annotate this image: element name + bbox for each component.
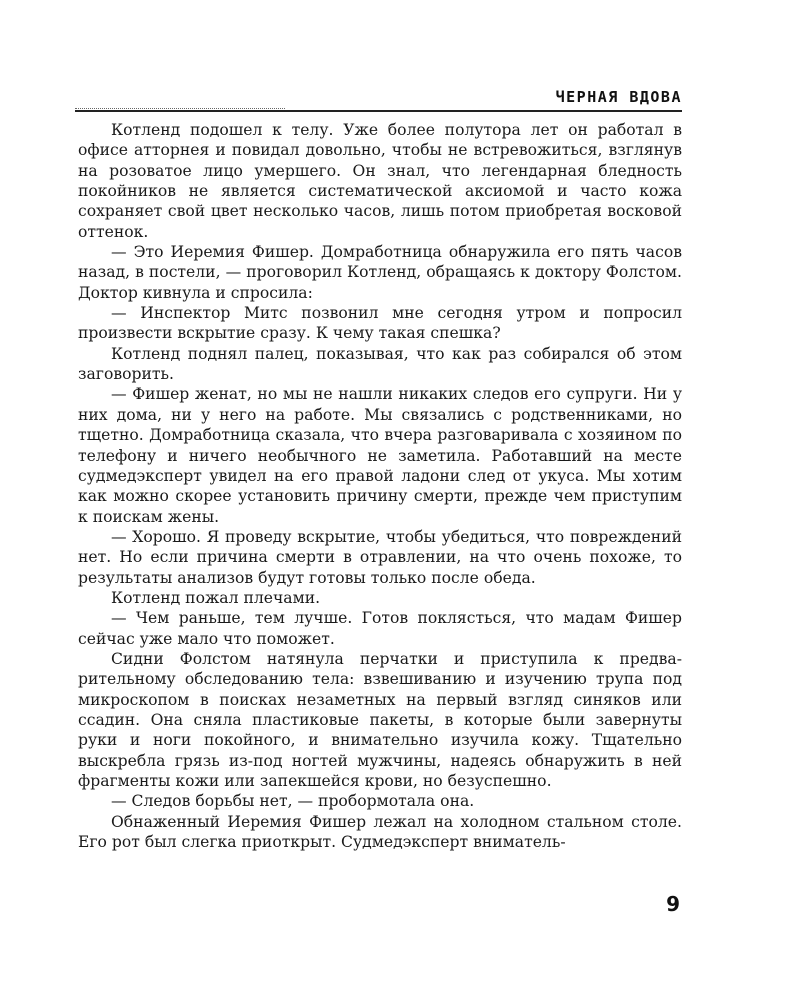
header-rule [75, 110, 682, 112]
page-number: 9 [666, 892, 680, 916]
running-header-title: ЧЕРНАЯ ВДОВА [555, 88, 682, 106]
running-header [75, 88, 682, 108]
paragraph: — Это Иеремия Фишер. Домработница обнаружила его пять часов назад, в постели, — проговорил Котленд, обращаясь к доктору Фолстом. Доктор кивнула и спросила: [78, 243, 682, 302]
paragraph: Обнаженный Иеремия Фишер лежал на холодном стальном столе. Его рот был слегка приоткрыт. Судмедэксперт вниматель- [78, 812, 682, 852]
paragraph: Котленд поднял палец, показывая, что как раз собирался об этом заговорить. [78, 344, 682, 384]
paragraph: — Хорошо. Я проведу вскрытие, чтобы убедиться, что повреждений нет. Но если причина смерти в отравлении, на что очень похоже, то результаты анализов будут готовы только после обеда. [78, 527, 682, 587]
paragraph: — Инспектор Митс позвонил мне сегодня утром и попросил произвести вскрытие сразу. К чему такая спешка? [78, 304, 682, 343]
paragraph: — Чем раньше, тем лучше. Готов поклясться, что мадам Фишер сейчас уже мало что поможет. [78, 609, 682, 648]
paragraph: — Фишер женат, но мы не нашли никаких следов его супруги. Ни у них дома, ни у него на работе. Мы связались с родственниками, но тщетно. Домработница сказала, что вчера разговаривала с хозяином по телефону и ничего необычного не заметила. Работавший на месте судмедэксперт увидел на его правой ладони след от укуса. Мы хотим как можно скорее установить причину смерти, прежде чем приступим к поискам жены. [78, 385, 682, 526]
paragraph: Котленд пожал плечами. [111, 588, 321, 607]
paragraph: Котленд подошел к телу. Уже более полутора лет он работал в офисе атторнея и повидал довольно, чтобы не встревожиться, взглянув на розоватое лицо умершего. Он знал, что легендарная бледность покойников не является систематической аксиомой и часто кожа сохраняет свой цвет несколько часов, лишь потом приобретая восковой оттенок. [78, 121, 682, 241]
paragraph: — Следов борьбы нет, — пробормотала она. [111, 792, 475, 811]
body-text [78, 120, 682, 852]
paragraph: Сидни Фолстом натянула перчатки и приступила к предварительному обследованию тела: взвешиванию и изучению трупа под микроскопом в поисках незаметных на первый взгляд синяков или ссадин. Она сняла пластиковые пакеты, в которые были завернуты руки и ноги покойного, и внимательно изучила кожу. Тщательно выскребла грязь из-под ногтей мужчины, надеясь обнаружить в ней фрагменты кожи или запекшейся крови, но безуспешно. [78, 649, 682, 790]
